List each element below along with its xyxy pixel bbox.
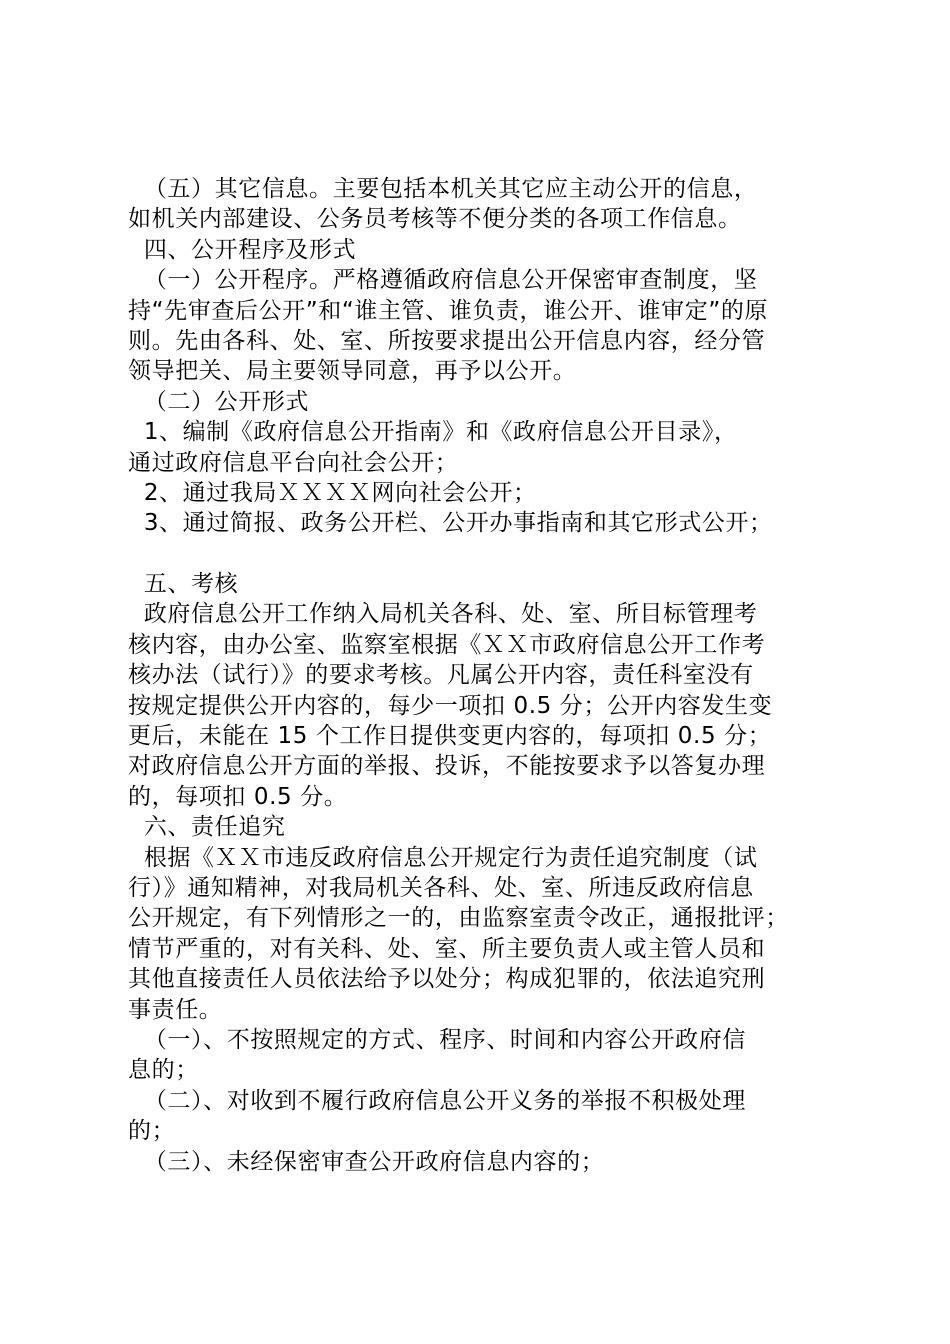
text-line: 通过政府信息平台向社会公开； (128, 449, 459, 476)
text-line: 事责任。 (128, 996, 223, 1023)
text-line: 根据《ＸＸ市违反政府信息公开规定行为责任追究制度（试 (128, 844, 758, 871)
text-line: 如机关内部建设、公务员考核等不便分类的各项工作信息。 (128, 206, 742, 233)
text-line: 的； (128, 1118, 176, 1145)
document-body (128, 174, 838, 1177)
text-line: 更后，未能在 15 个工作日提供变更内容的，每项扣 0.5 分； (128, 723, 772, 750)
section-heading: 六、责任追究 (128, 814, 286, 841)
text-line: 则。先由各科、处、室、所按要求提出公开信息内容，经分管 (128, 327, 766, 354)
text-line: 持“先审查后公开”和“谁主管、谁负责，谁公开、谁审定”的原 (128, 297, 769, 324)
text-line: 1、编制《政府信息公开指南》和《政府信息公开目录》， (128, 419, 738, 446)
text-line: （一）公开程序。严格遵循政府信息公开保密审查制度，坚 (128, 267, 758, 294)
text-line: 的，每项扣 0.5 分。 (128, 783, 348, 810)
text-line: 2、通过我局ＸＸＸＸ网向社会公开； (128, 479, 537, 506)
text-line: 核办法（试行）》的要求考核。凡属公开内容，责任科室没有 (128, 662, 754, 689)
text-line: 领导把关、局主要领导同意，再予以公开。 (128, 358, 577, 385)
text-line: 3、通过简报、政务公开栏、公开办事指南和其它形式公开； (128, 510, 773, 537)
text-line: 核内容，由办公室、监察室根据《ＸＸ市政府信息公开工作考 (128, 631, 766, 658)
text-line: 按规定提供公开内容的，每少一项扣 0.5 分；公开内容发生变 (128, 692, 773, 719)
text-line: 行）》通知精神，对我局机关各科、处、室、所违反政府信息 (128, 874, 754, 901)
blank-line (128, 539, 838, 569)
section-heading: 四、公开程序及形式 (128, 236, 357, 263)
text-line: 其他直接责任人员依法给予以处分；构成犯罪的，依法追究刑 (128, 966, 766, 993)
text-line: 政府信息公开工作纳入局机关各科、处、室、所目标管理考 (128, 601, 758, 628)
text-line: （三）、未经保密审查公开政府信息内容的； (128, 1148, 605, 1175)
text-line: 公开规定，有下列情形之一的，由监察室责令改正，通报批评； (128, 905, 789, 932)
subsection-heading: （二）公开形式 (128, 388, 310, 415)
text-line: （二）、对收到不履行政府信息公开义务的举报不积极处理 (128, 1087, 746, 1114)
section-heading: 五、考核 (128, 571, 239, 598)
text-line: （五）其它信息。主要包括本机关其它应主动公开的信息， (128, 176, 758, 202)
text-line: 息的； (128, 1057, 199, 1084)
text-line: 对政府信息公开方面的举报、投诉，不能按要求予以答复办理 (128, 753, 766, 780)
text-line: 情节严重的，对有关科、处、室、所主要负责人或主管人员和 (128, 935, 766, 962)
text-line: （一）、不按照规定的方式、程序、时间和内容公开政府信 (128, 1026, 746, 1053)
